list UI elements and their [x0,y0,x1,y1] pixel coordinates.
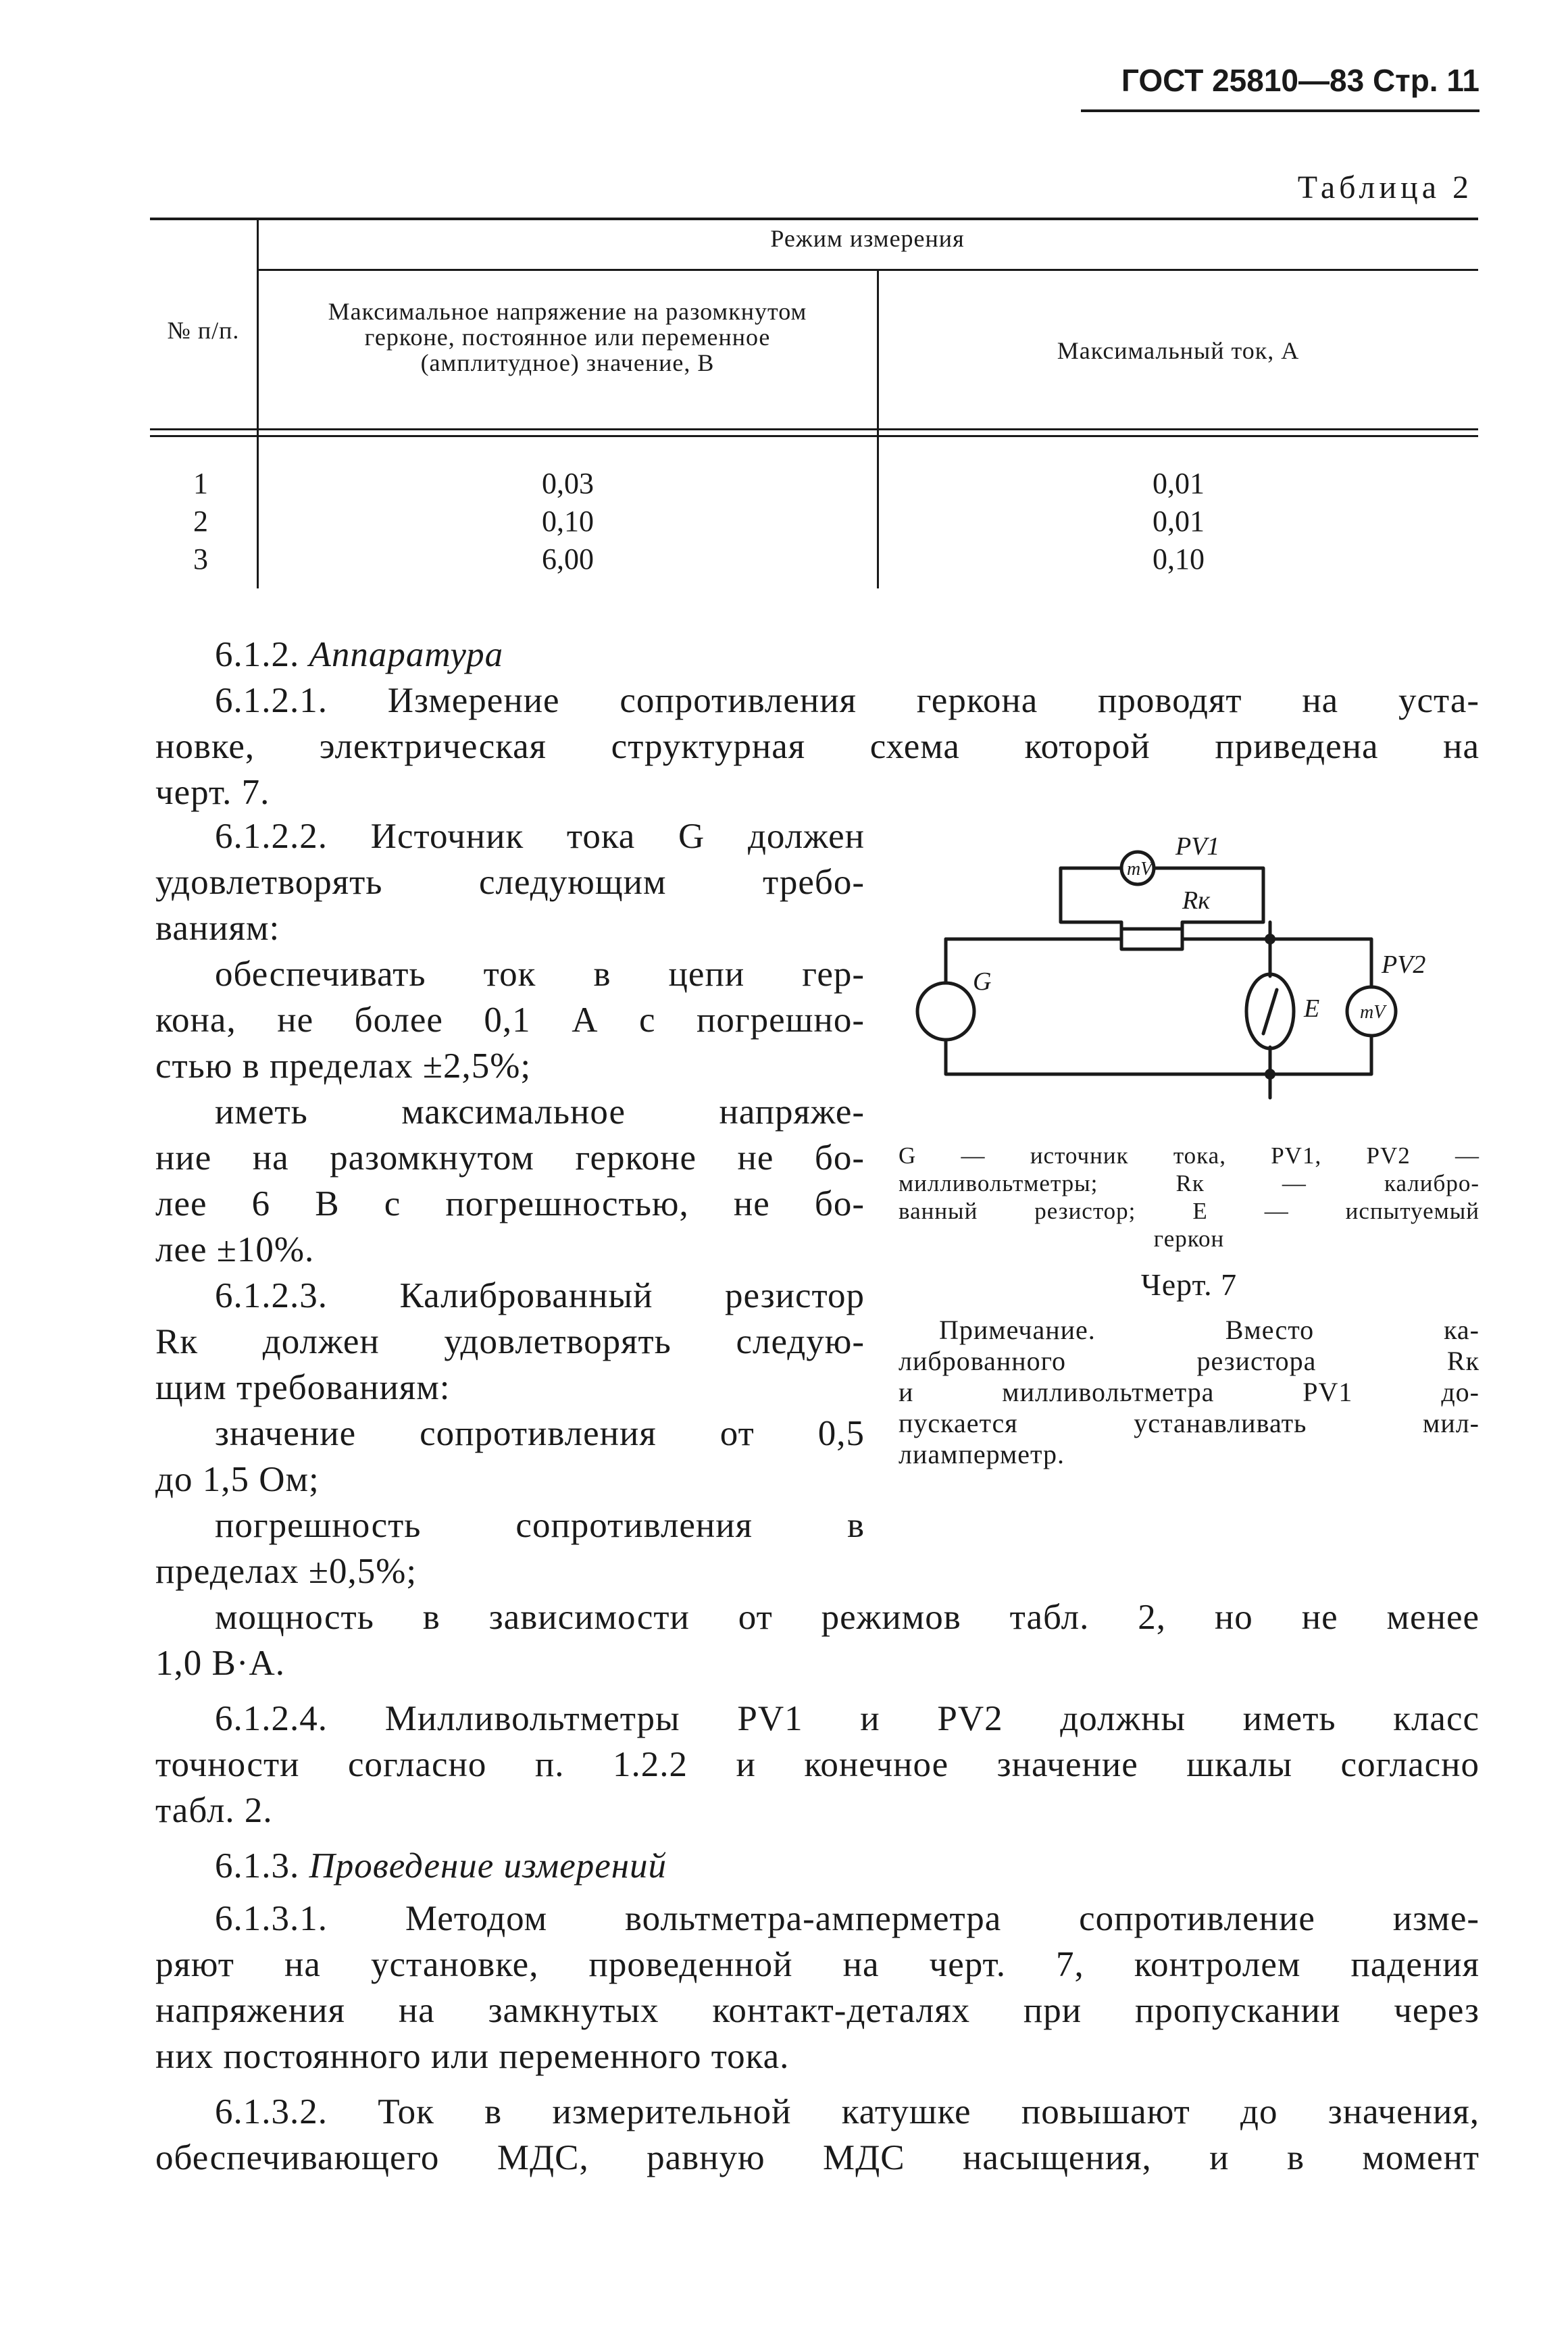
paragraph-line: лее ±10%. [155,1230,315,1269]
table-cell-voltage: 6,00 [542,542,594,576]
wire-bottom [946,1040,1270,1074]
paragraph-line: черт. 7. [155,773,270,812]
header-measure-mode: Режим измерения [770,225,965,252]
table-header-rule-2 [150,435,1478,437]
table-cell-current: 0,10 [1153,542,1205,576]
paragraph-line: стью в пределах ±2,5%; [155,1046,532,1086]
figure-title: Черт. 7 [1140,1267,1238,1302]
figure-note-line: Примечание. Вместо ка- [939,1315,1480,1345]
figure-caption-line: геркон [1153,1225,1225,1252]
paragraph-line: 6.1.2.3. Калиброванный резистор [215,1276,865,1315]
paragraph-line: до 1,5 Ом; [155,1460,320,1499]
paragraph-line: обеспечивающего МДС, равную МДС насыщения, и в момент [155,2138,1480,2177]
paragraph-line: щим требованиям: [155,1368,451,1407]
table-cell-current: 0,01 [1153,505,1205,538]
paragraph-line: ние на разомкнутом герконе не бо- [155,1138,865,1178]
figure-caption-line: ванный резистор; E — испытуемый [899,1198,1480,1224]
table-top-rule [150,218,1478,220]
header-max-current: Максимальный ток, А [1057,337,1300,364]
paragraph-line: Rк должен удовлетворять следую- [155,1322,865,1361]
paragraph-line: табл. 2. [155,1791,273,1830]
paragraph-line: 6.1.2.2. Источник тока G должен [215,817,865,856]
table-title: Таблица 2 [1297,170,1473,205]
paragraph-line: мощность в зависимости от режимов табл. 2, но не менее [215,1598,1480,1637]
table-header-rule-1 [150,428,1478,430]
paragraph-line: 1,0 В·А. [155,1644,286,1683]
table-cell-voltage: 0,03 [542,467,594,500]
label-mv: mV [1360,1002,1386,1023]
table-row-num: 1 [193,467,208,500]
figure-caption-line: G — источник тока, PV1, PV2 — [899,1142,1480,1169]
header-max-voltage: Максимальное напряжение на разомкнутом герконе, постоянное или переменное (амплитудное) значение, В [328,298,807,376]
section-heading-6-1-3: 6.1.3. Проведение измерений [215,1846,667,1886]
figure-note-line: и милливольтметра PV1 до- [899,1377,1480,1407]
paragraph-line: 6.1.3.1. Методом вольтметра-амперметра сопротивление изме- [215,1899,1480,1938]
figure-note-line: лиамперметр. [899,1439,1065,1469]
junction-dot [1265,934,1275,944]
circuit-diagram [899,821,1480,1128]
paragraph-line: напряжения на замкнутых контакт-деталях при пропускании через [155,1991,1480,2030]
figure-note-line: либрованного резистора Rк [899,1346,1480,1376]
paragraph-line: пределах ±0,5%; [155,1552,418,1591]
paragraph-line: значение сопротивления от 0,5 [215,1414,865,1453]
table-row-num: 3 [193,542,208,576]
reed-contact [1263,990,1277,1034]
page-header: ГОСТ 25810—83 Стр. 11 [1121,63,1480,98]
figure-caption-line: милливольтметры; Rк — калибро- [899,1170,1480,1196]
table-group-rule [257,269,1478,271]
label-g: G [973,967,992,996]
wire-pv1-left [1061,868,1121,939]
paragraph-line: ряют на установке, проведенной на черт. 7, контролем падения [155,1945,1480,1984]
current-source-g [917,983,974,1040]
paragraph-line: 6.1.2.4. Милливольтметры PV1 и PV2 должны иметь класс [215,1699,1480,1738]
paragraph-line: точности согласно п. 1.2.2 и конечное значение шкалы согласно [155,1745,1480,1784]
paragraph-line: обеспечивать ток в цепи гер- [215,955,865,994]
paragraph-line: иметь максимальное напряже- [215,1092,865,1132]
paragraph-line: 6.1.3.2. Ток в измерительной катушке повышают до значения, [215,2092,1480,2131]
wire-pv2 [1270,939,1371,1074]
figure-note-line: пускается устанавливать мил- [899,1408,1480,1438]
header-row-number: № п/п. [167,317,240,344]
junction-dot [1265,1069,1275,1080]
paragraph-line: кона, не более 0,1 А с погрешно- [155,1001,865,1040]
label-e: E [1304,994,1320,1023]
section-heading-6-1-2: 6.1.2. Аппаратура [215,635,504,674]
paragraph-line: погрешность сопротивления в [215,1506,865,1545]
paragraph-line: них постоянного или переменного тока. [155,2037,790,2076]
label-mv: mV [1127,859,1153,880]
label-rk: Rк [1182,886,1210,915]
label-pv1: PV1 [1175,832,1220,861]
paragraph-line: ваниям: [155,909,280,948]
header-rule [1081,109,1480,112]
table-row-num: 2 [193,505,208,538]
paragraph-line: новке, электрическая структурная схема которой приведена на [155,727,1480,766]
table-cell-current: 0,01 [1153,467,1205,500]
table-cell-voltage: 0,10 [542,505,594,538]
paragraph-line: лее 6 В с погрешностью, не бо- [155,1184,865,1223]
paragraph-line: удовлетворять следующим требо- [155,863,865,902]
resistor-rk [1121,929,1182,949]
paragraph-line: 6.1.2.1. Измерение сопротивления геркона проводят на уста- [215,681,1480,720]
label-pv2: PV2 [1382,951,1426,979]
